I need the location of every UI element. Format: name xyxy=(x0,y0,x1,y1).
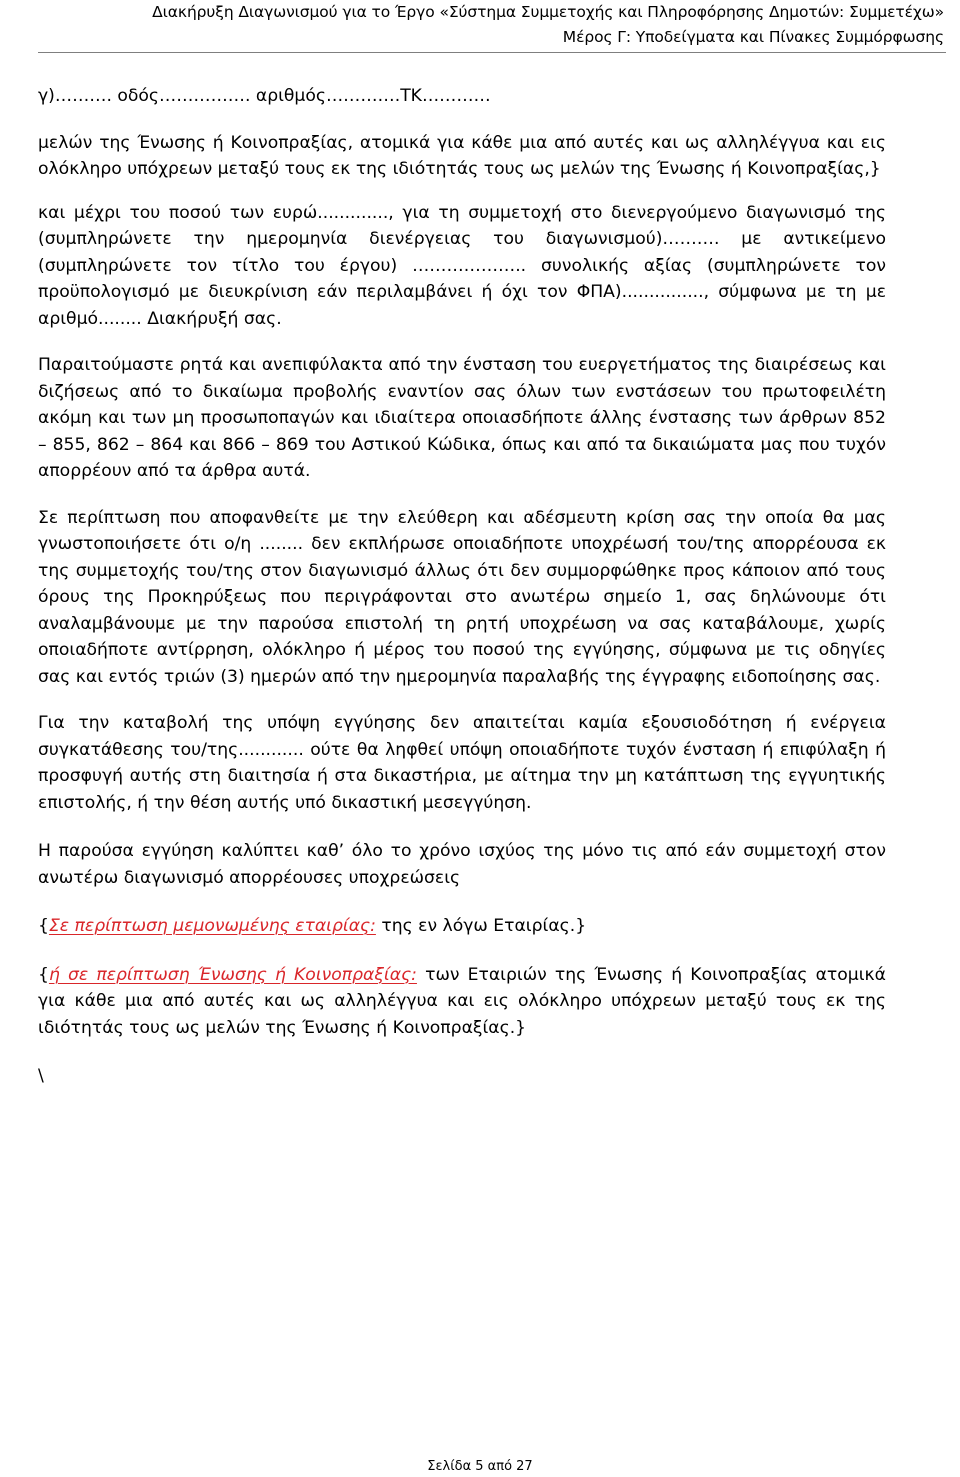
paragraph-coverage: Η παρούσα εγγύηση καλύπτει καθ’ όλο το χρόνο ισχύος της μόνο τις από εάν συμμετοχή στον ανωτέρω διαγωνισμό απορρέουσες υποχρεώσεις xyxy=(38,841,886,888)
single-company-text: της εν λόγω Εταιρίας.} xyxy=(375,916,587,936)
paragraph-obligation: Σε περίπτωση που αποφανθείτε με την ελεύθερη και αδέσμευτη κρίση σας την οποία θα μας γνωστοποιήσετε ότι ο/η ........ δεν εκπλήρωσε οποιαδήποτε υποχρέωσή του/της απορρέουσα εκ της συμμετοχής του/της στον διαγωνισμό άλλως ότι δεν συμμορφώθηκε προς κάποιον από τους όρους της Προκηρύξεως που περιγράφονται στο ανωτέρω σημείο 1, σας δηλώνουμε ότι αναλαμβάνουμε με την παρούσα επιστολή τη ρητή υποχρέωση να σας καταβάλουμε, χωρίς οποιαδήποτε αντίρρηση, ολόκληρο ή μέρος του ποσού της εγγύησης, σύμφωνα με τις οδηγίες σας και εντός τριών (3) ημερών από την ημερομηνία παραλαβής της έγγραφης ειδοποίησης σας. xyxy=(38,507,886,687)
paragraph-single-company xyxy=(38,913,886,940)
backslash-mark: \ xyxy=(38,1066,44,1086)
document-title: Διακήρυξη Διαγωνισμού για το Έργο «Σύστημα Συμμετοχής και Πληροφόρησης Δημοτών: Συμμετέχω» xyxy=(152,3,944,21)
consortium-text: των Εταιριών της Ένωσης ή Κοινοπραξίας ατομικά για κάθε μια από αυτές και ως αλληλέγγυα και εις ολόκληρο υπόχρεων μεταξύ τους εκ της ιδιότητάς τους ως μελών της Ένωσης ή Κοινοπραξίας.} xyxy=(38,964,886,1038)
page-header xyxy=(0,0,944,50)
brace-open: { xyxy=(38,964,49,985)
brace-open: { xyxy=(38,916,49,936)
paragraph-amount: και μέχρι του ποσού των ευρώ............., για τη συμμετοχή στο διενεργούμενο διαγωνισμό της (συμπληρώνετε την ημερομηνία διενέργειας του διαγωνισμού)………. με αντικείμενο (συμπληρώνετε τον τίτλο του έργου) ……………….. συνολικής αξίας (συμπληρώνετε τον προϋπολογισμό με διευκρίνιση εάν περιλαμβάνει ή όχι τον ΦΠΑ)..............., σύμφωνα με τη με αριθμό........ Διακήρυξή σας. xyxy=(38,202,886,329)
document-body xyxy=(38,83,886,1090)
page-number: Σελίδα 5 από 27 xyxy=(427,1459,533,1474)
single-company-label: Σε περίπτωση μεμονωμένης εταιρίας: xyxy=(48,916,376,936)
address-line: γ)………. οδός……………. αριθμός………….ΤΚ………… xyxy=(38,86,491,106)
document-section: Μέρος Γ: Υποδείγματα και Πίνακες Συμμόρφωσης xyxy=(562,28,944,46)
paragraph-waiver: Παραιτούμαστε ρητά και ανεπιφύλακτα από την ένσταση του ευεργετήματος της διαιρέσεως και διζήσεως από το δικαίωμα προβολής εναντίον σας όλων των ενστάσεων του πρωτοφειλέτη ακόμη και των μη προσωποπαγών και ιδιαίτερα οποιασδήποτε άλλης ένστασης των άρθρων 852 – 855, 862 – 864 και 866 – 869 του Αστικού Κώδικα, όπως και από τα δικαιώματα μας που τυχόν απορρέουν από τα άρθρα αυτά. xyxy=(38,355,886,481)
header-divider xyxy=(38,52,946,53)
paragraph-members: μελών της Ένωσης ή Κοινοπραξίας, ατομικά για κάθε μια από αυτές και ως αλληλέγγυα και εις ολόκληρο υπόχρεων μεταξύ τους εκ της ιδιότητάς τους ως μελών της Ένωσης ή Κοινοπραξίας,} xyxy=(38,132,886,179)
paragraph-payment: Για την καταβολή της υπόψη εγγύησης δεν απαιτείται καμία εξουσιοδότηση ή ενέργεια συγκατάθεσης του/της............ ούτε θα ληφθεί υπόψη οποιαδήποτε τυχόν ένσταση ή επιφύλαξη ή προσφυγή αυτής στη διαιτησία ή στα δικαστήρια, με αίτημα την μη κατάπτωση της εγγυητικής επιστολής, ή την θέση αυτής υπό δικαστική μεσεγγύηση. xyxy=(38,713,886,813)
paragraph-consortium xyxy=(38,962,886,1042)
consortium-label: ή σε περίπτωση Ένωσης ή Κοινοπραξίας: xyxy=(48,964,417,985)
